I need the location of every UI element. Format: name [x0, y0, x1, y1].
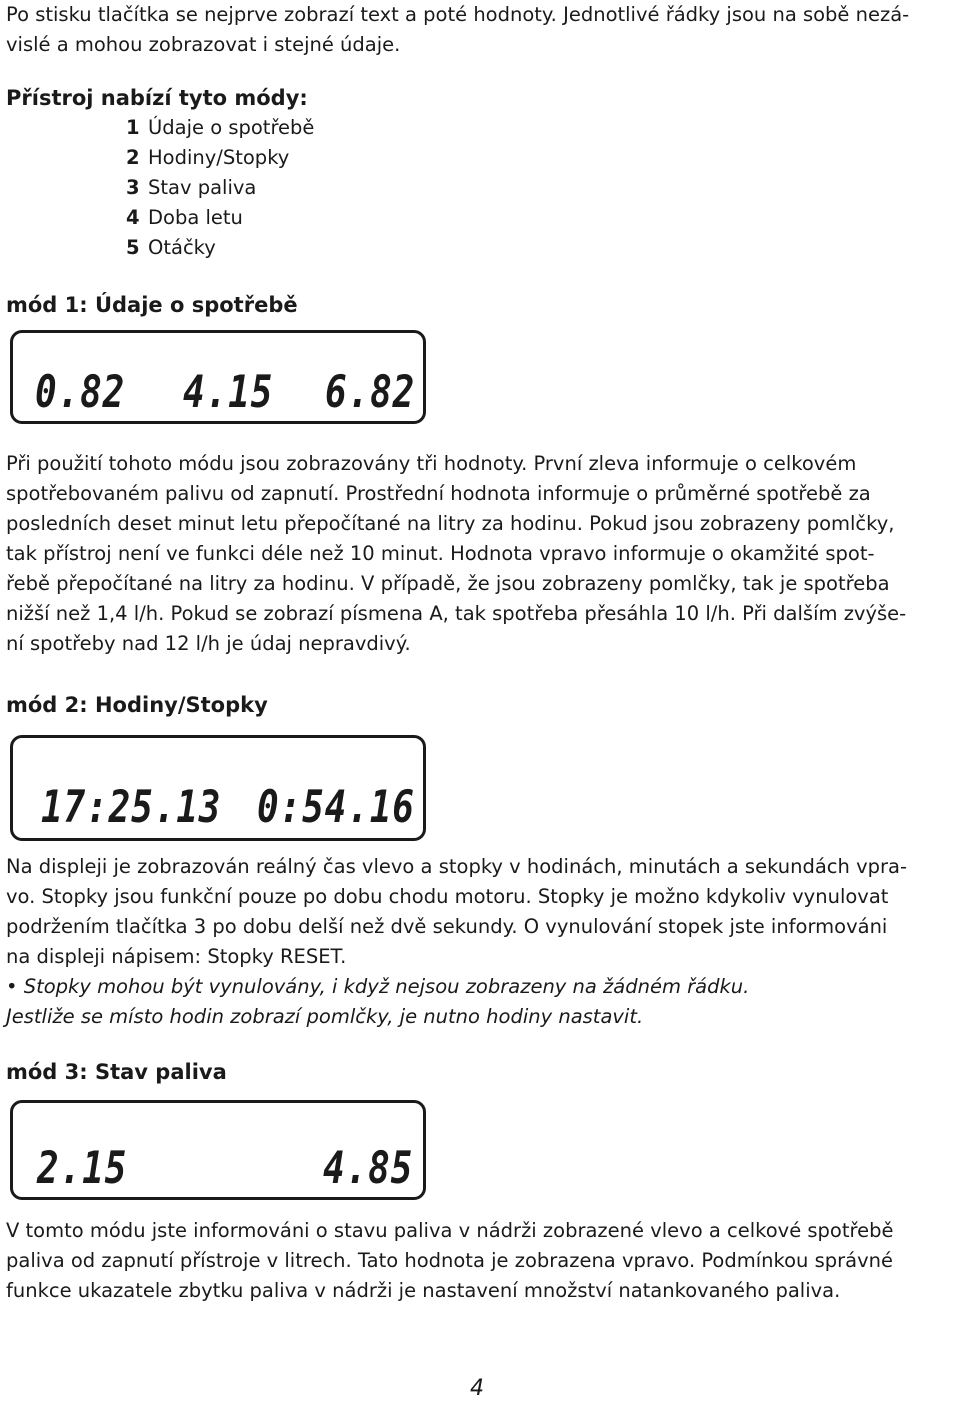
text-line: na displeji nápisem: Stopky RESET. [6, 945, 347, 968]
modes-heading: Přístroj nabízí tyto módy: [6, 86, 308, 110]
text-line: Při použití tohoto módu jsou zobrazovány tři hodnoty. První zleva informuje o celkovém [6, 452, 857, 475]
text-line: podržením tlačítka 3 po dobu delší než dvě sekundy. O vynulování stopek jste informováni [6, 915, 888, 938]
text-line: ní spotřeby nad 12 l/h je údaj nepravdivý. [6, 632, 411, 655]
note-line: Jestliže se místo hodin zobrazí pomlčky, je nutno hodiny nastavit. [6, 1005, 644, 1028]
mode2-lcd-display [10, 735, 426, 841]
text-line: vo. Stopky jsou funkční pouze po dobu chodu motoru. Stopky je možno kdykoliv vynulovat [6, 885, 889, 908]
mode3-paragraph [6, 1216, 956, 1306]
mode-item: 2 Hodiny/Stopky [126, 146, 290, 169]
text-line: nižší než 1,4 l/h. Pokud se zobrazí písmena A, tak spotřeba přesáhla 10 l/h. Při dalším zvýše- [6, 602, 907, 625]
text-line: řebě přepočítané na litry za hodinu. V případě, že jsou zobrazeny pomlčky, tak je spotřeba [6, 572, 890, 595]
text-line: tak přístroj není ve funkci déle než 10 minut. Hodnota vpravo informuje o okamžité spot- [6, 542, 875, 565]
text-line: paliva od zapnutí přístroje v litrech. Tato hodnota je zobrazena vpravo. Podmínkou správné [6, 1249, 893, 1272]
lcd-value: 0.82 [35, 367, 126, 418]
mode2-heading: mód 2: Hodiny/Stopky [6, 693, 268, 717]
modes-section [6, 83, 314, 263]
page-number: 4 [470, 1376, 484, 1401]
mode-item: 5 Otáčky [126, 236, 216, 259]
text-line: Na displeji je zobrazován reálný čas vlevo a stopky v hodinách, minutách a sekundách vpra- [6, 855, 908, 878]
intro-line: Po stisku tlačítka se nejprve zobrazí text a poté hodnoty. Jednotlivé řádky jsou na sobě nezá- [6, 3, 910, 26]
text-line: posledních deset minut letu přepočítané na litry za hodinu. Pokud jsou zobrazeny pomlčky, [6, 512, 895, 535]
lcd-value: 0:54.16 [257, 782, 415, 833]
mode-item: 3 Stav paliva [126, 176, 257, 199]
lcd-value: 4.15 [183, 367, 274, 418]
mode2-paragraph [6, 852, 956, 1032]
lcd-value: 2.15 [37, 1143, 128, 1194]
mode3-heading: mód 3: Stav paliva [6, 1060, 227, 1084]
mode3-lcd-display [10, 1100, 426, 1200]
lcd-value: 6.82 [325, 367, 416, 418]
mode1-lcd-display [10, 330, 426, 424]
text-line: funkce ukazatele zbytku paliva v nádrži je nastavení množství natankovaného paliva. [6, 1279, 841, 1302]
text-line: V tomto módu jste informováni o stavu paliva v nádrži zobrazené vlevo a celkové spotřebě [6, 1219, 894, 1242]
modes-list [6, 113, 314, 263]
note-line: • Stopky mohou být vynulovány, i když nejsou zobrazeny na žádném řádku. [6, 975, 750, 998]
text-line: spotřebovaném palivu od zapnutí. Prostřední hodnota informuje o průměrné spotřebě za [6, 482, 871, 505]
mode1-heading: mód 1: Údaje o spotřebě [6, 293, 298, 317]
lcd-value: 17:25.13 [41, 782, 222, 833]
intro-paragraph [6, 0, 909, 60]
mode-item: 4 Doba letu [126, 206, 243, 229]
intro-line: vislé a mohou zobrazovat i stejné údaje. [6, 33, 401, 56]
mode-item: 1 Údaje o spotřebě [126, 116, 315, 139]
lcd-value: 4.85 [323, 1143, 414, 1194]
mode1-paragraph [6, 449, 956, 659]
